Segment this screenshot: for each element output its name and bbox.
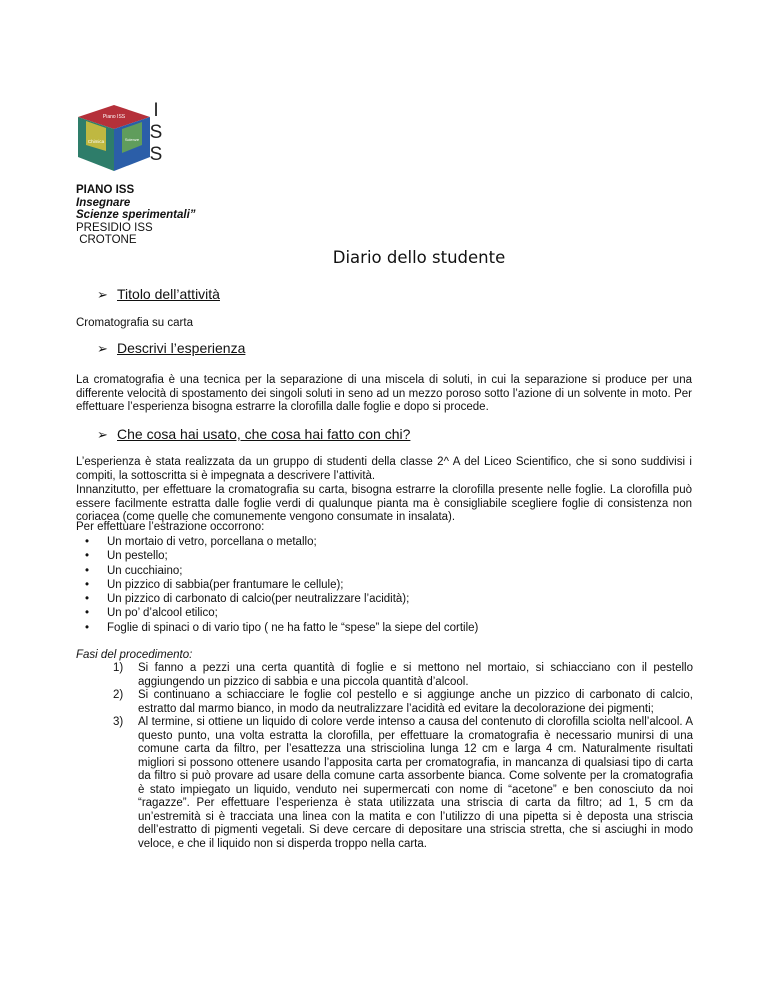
header-line: Insegnare xyxy=(76,196,131,209)
section-heading-text: Titolo dell’attività xyxy=(117,286,220,302)
logo-letters xyxy=(146,100,166,166)
procedure-step xyxy=(113,716,693,851)
list-item: • Un pizzico di sabbia(per frantumare le cellule); xyxy=(85,578,344,591)
paragraph: L’esperienza è stata realizzata da un gruppo di studenti della classe 2^ A del Liceo Scientifico, che si sono suddivisi i compiti, la sottoscritta si è impegnata a descrivere l’attività. xyxy=(76,456,692,482)
list-item: • Un pizzico di carbonato di calcio(per neutralizzare l’acidità); xyxy=(85,593,410,606)
bullet-icon: • xyxy=(85,621,90,634)
iss-logo-cube xyxy=(76,103,152,173)
svg-text:Piano ISS: Piano ISS xyxy=(102,114,126,120)
logo-letter: I xyxy=(153,100,159,121)
procedure-step xyxy=(113,662,693,689)
bullet-icon: • xyxy=(85,550,90,563)
section-text: Cromatografia su carta xyxy=(76,317,193,329)
paragraph: Innanzitutto, per effettuare la cromatografia su carta, bisogna estrarre la clorofilla presente nelle foglie. La clorofilla può essere facilmente estratta dalle foglie verdi di qualunque pianta ma è consigliabile scegliere foglie di consistenza non coriacea (come quelle che comunemente vengono consumate in insalata). xyxy=(76,484,692,523)
arrow-bullet-icon: ➢ xyxy=(97,287,108,302)
bullet-icon: • xyxy=(85,607,90,620)
logo-letter: S xyxy=(149,122,163,143)
section-text: La cromatografia è una tecnica per la separazione di una miscela di soluti, in cui la separazione si produce per una differente velocità di spostamento dei singoli soluti in seno ad un mezzo poroso sotto l’azione di un solvente in moto. Per effettuare l’esperienza bisogna estrarre la clorofilla dalle foglie e dopo si procede. xyxy=(76,374,692,413)
header-line: PIANO ISS xyxy=(76,184,135,196)
list-item: • Foglie di spinaci o di vario tipo ( ne ha fatto le “spese” la siepe del cortile) xyxy=(85,621,479,634)
header-line: Scienze sperimentali” xyxy=(76,209,196,221)
bullet-icon: • xyxy=(85,578,90,591)
header-line: CROTONE xyxy=(76,234,137,246)
bullet-icon: • xyxy=(85,593,90,606)
procedure-steps xyxy=(113,662,693,851)
svg-text:Chimica: Chimica xyxy=(87,139,105,144)
bullet-icon: • xyxy=(85,564,90,577)
step-text: Si fanno a pezzi una certa quantità di foglie e si mettono nel mortaio, si schiacciano con il pestello aggiungendo un pizzico di sabbia e una piccola quantità d’alcool. xyxy=(138,662,693,688)
step-text: Al termine, si ottiene un liquido di colore verde intenso a causa del contenuto di clorofilla sciolta nell’alcool. A questo punto, una volta estratta la clorofilla, per effettuare la cromatografia è necessario munirsi di una comune carta da filtro, per l’esattezza una strisciolina lunga 12 cm e larga 4 cm. Naturalmente risultati migliori si possono ottenere usando l’apposita carta per cromatografia, in mancanza di qualsiasi tipo di carta da filtro si può provare ad usare della comune carta assorbente bianca. Come solvente per la cromatografia è stato impiegato un liquido, venduto nei supermercati con nome di “acetone” e ben conosciuto da noi “ragazze”. Per effettuare l’esperienza è stata utilizzata una striscia di carta da filtro; ad 1, 5 cm da un’estremità si è tracciata una linea con la matita e con l’utilizzo di una pipetta si è deposta una striscia dell’estratto di pigmenti vegetali. Si deve cercare di depositare una striscia stretta, che si asciughi in modo veloce, e che il liquido non si disperda troppo nella carta. xyxy=(138,716,693,850)
list-item: • Un mortaio di vetro, porcellana o metallo; xyxy=(85,536,317,548)
section-heading-text: Descrivi l’esperienza xyxy=(117,340,246,356)
step-number: 2) xyxy=(113,689,124,701)
step-number: 1) xyxy=(113,662,124,674)
section-heading-text: Che cosa hai usato, che cosa hai fatto con chi? xyxy=(117,426,411,442)
procedure-step xyxy=(113,689,693,716)
procedure-label: Fasi del procedimento: xyxy=(76,649,193,661)
materials-list xyxy=(76,535,478,635)
paragraph: Per effettuare l’estrazione occorrono: xyxy=(76,521,265,533)
page-title: Diario dello studente xyxy=(332,248,506,267)
list-item: • Un pestello; xyxy=(85,550,168,563)
section-heading xyxy=(97,286,220,303)
arrow-bullet-icon: ➢ xyxy=(97,341,108,356)
section-heading xyxy=(97,426,410,443)
logo-letter: S xyxy=(149,144,163,165)
bullet-icon: • xyxy=(85,536,90,548)
list-item: • Un po’ d’alcool etilico; xyxy=(85,607,218,620)
header-line: PRESIDIO ISS xyxy=(76,221,153,234)
section-heading xyxy=(97,340,245,357)
svg-text:Scienze: Scienze xyxy=(124,137,140,142)
list-item: • Un cucchiaino; xyxy=(85,564,183,577)
step-number: 3) xyxy=(113,716,124,728)
document-header xyxy=(76,184,196,247)
arrow-bullet-icon: ➢ xyxy=(97,427,108,442)
step-text: Si continuano a schiacciare le foglie col pestello e si aggiunge anche un pizzico di carbonato di calcio, estratto dal marmo bianco, in modo da neutralizzare l’acidità ed evitare la decolorazione dei pigmenti; xyxy=(138,689,693,715)
